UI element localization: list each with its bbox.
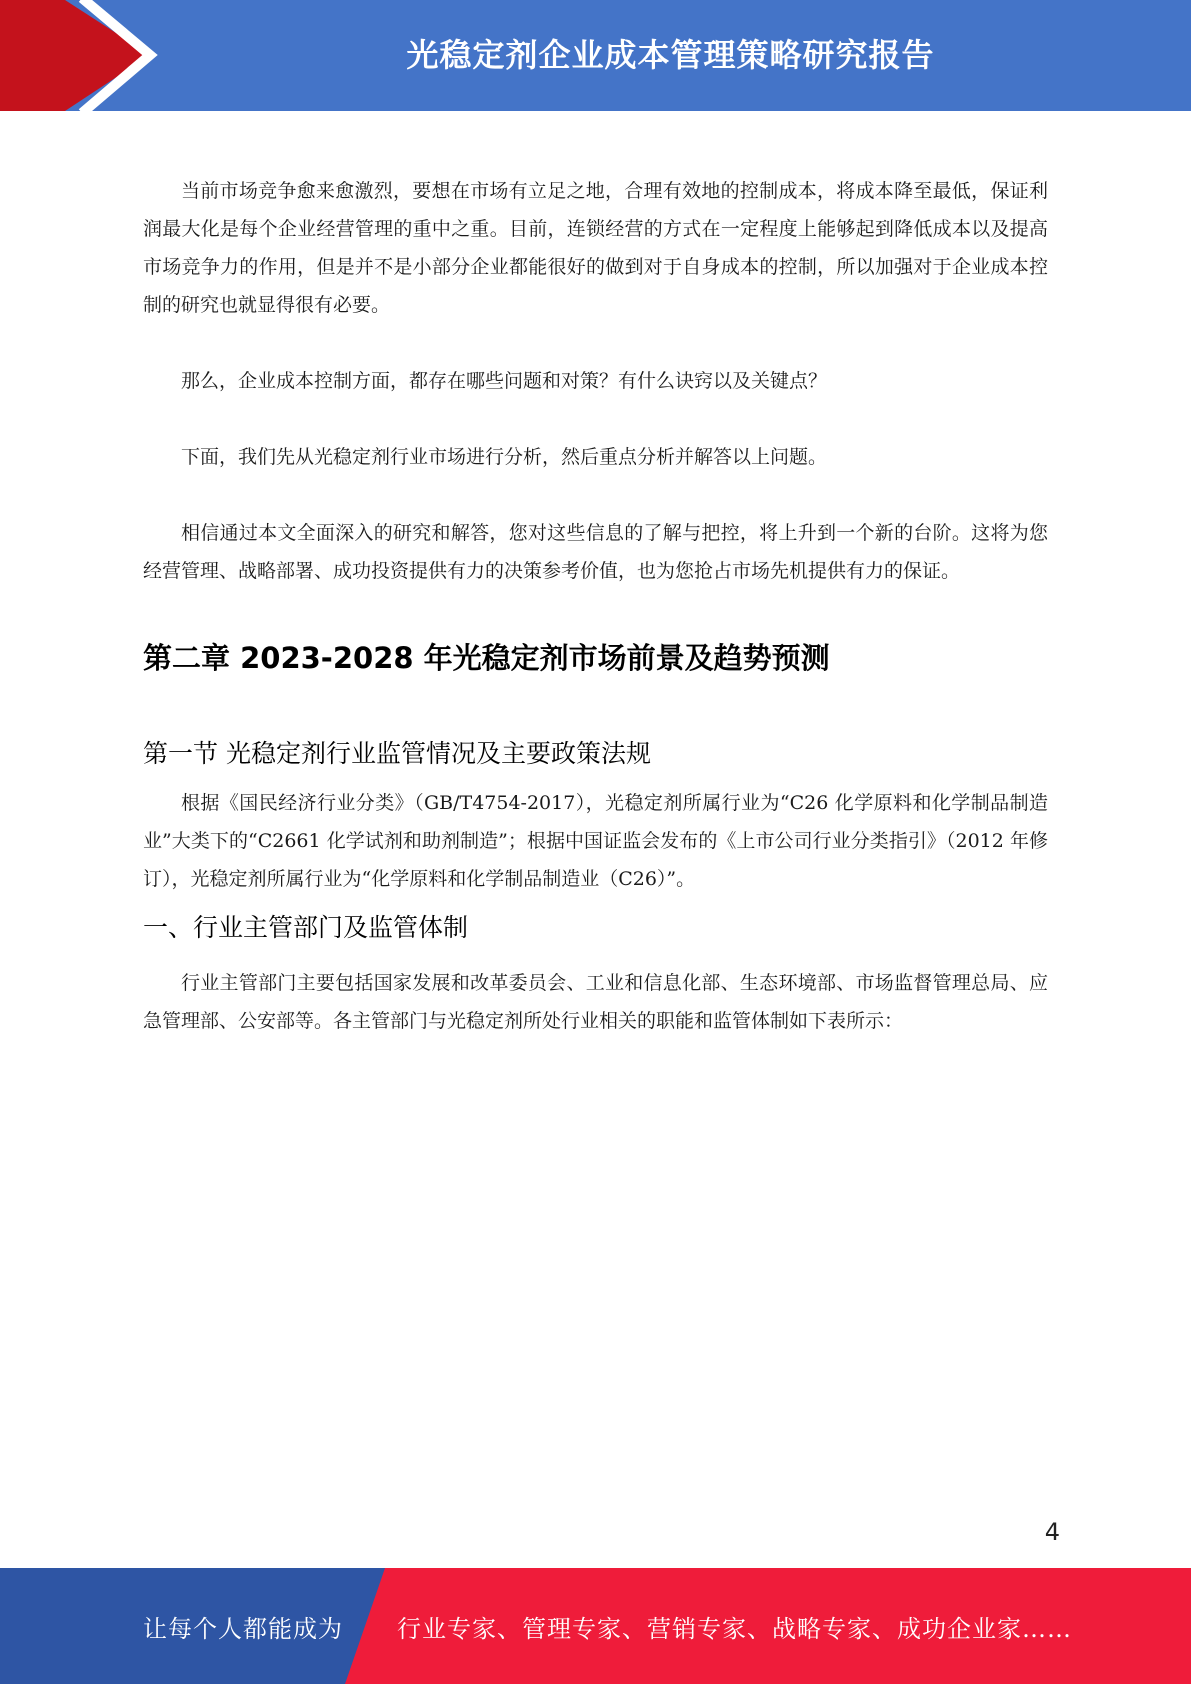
section-paragraph: 根据《国民经济行业分类》（GB/T4754-2017），光稳定剂所属行业为“C26 化学原料和化学制品制造业”大类下的“C2661 化学试剂和助剂制造”；根据中国证监会发布的《上市公司行业分类指引》（2012 年修订），光稳定剂所属行业为“化学原料和化学制品制造业（C26）”。: [143, 792, 1048, 890]
page-footer: [0, 1568, 1191, 1684]
section-heading: 第一节 光稳定剂行业监管情况及主要政策法规: [143, 739, 651, 768]
intro-paragraph-4: 相信通过本文全面深入的研究和解答，您对这些信息的了解与把控，将上升到一个新的台阶。这将为您经营管理、战略部署、成功投资提供有力的决策参考价值，也为您抢占市场先机提供有力的保证。: [143, 522, 1048, 582]
document-body: [143, 172, 1048, 1040]
page-number: 4: [1044, 1518, 1060, 1546]
page-header: [0, 0, 1191, 111]
intro-paragraph-2: 那么，企业成本控制方面，都存在哪些问题和对策？有什么诀窍以及关键点？: [181, 370, 828, 392]
intro-paragraph-3: 下面，我们先从光稳定剂行业市场进行分析，然后重点分析并解答以上问题。: [181, 446, 828, 468]
subsection-paragraph: 行业主管部门主要包括国家发展和改革委员会、工业和信息化部、生态环境部、市场监督管理总局、应急管理部、公安部等。各主管部门与光稳定剂所处行业相关的职能和监管体制如下表所示：: [143, 972, 1048, 1032]
footer-slogan-left: 让每个人都能成为: [143, 1614, 343, 1643]
chapter-heading: 第二章 2023-2028 年光稳定剂市场前景及趋势预测: [143, 641, 830, 675]
intro-paragraph-1: 当前市场竞争愈来愈激烈，要想在市场有立足之地，合理有效地的控制成本，将成本降至最低，保证利润最大化是每个企业经营管理的重中之重。目前，连锁经营的方式在一定程度上能够起到降低成本以及提高市场竞争力的作用，但是并不是小部分企业都能很好的做到对于自身成本的控制，所以加强对于企业成本控制的研究也就显得很有必要。: [143, 180, 1048, 316]
subsection-heading: 一、行业主管部门及监管体制: [143, 913, 469, 942]
header-red-chevron: [0, 0, 150, 111]
header-title: 光稳定剂企业成本管理策略研究报告: [406, 36, 935, 74]
footer-slogan-right: 行业专家、管理专家、营销专家、战略专家、成功企业家……: [397, 1614, 1072, 1643]
